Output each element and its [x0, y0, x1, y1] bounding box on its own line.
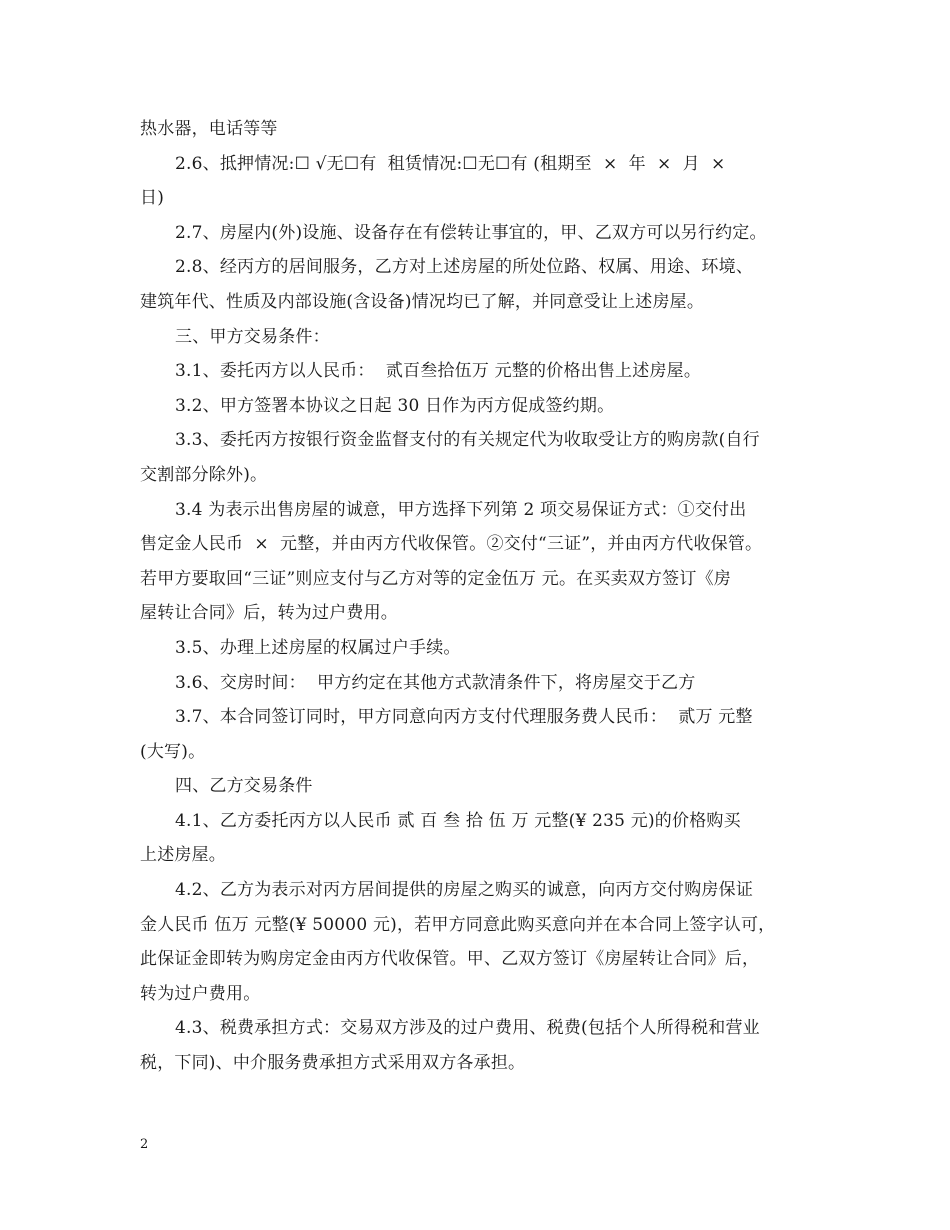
text-line: 若甲方要取回“三证”则应支付与乙方对等的定金伍万 元。在买卖双方签订《房	[140, 568, 731, 589]
section-heading: 四、乙方交易条件	[175, 776, 313, 797]
text-line: 日)	[140, 188, 165, 209]
text-line: 3.3、委托丙方按银行资金监督支付的有关规定代为收取受让方的购房款(自行	[175, 430, 760, 451]
text-line: (大写)。	[140, 741, 206, 762]
page-number: 2	[140, 1137, 149, 1152]
text-line: 2.7、房屋内(外)设施、设备存在有偿转让事宜的，甲、乙双方可以另行约定。	[175, 222, 767, 243]
text-line: 交割部分除外)。	[140, 464, 268, 485]
text-line: 热水器，电话等等	[140, 119, 278, 139]
text-line: 上述房屋。	[140, 845, 226, 866]
text-line: 4.1、乙方委托丙方以人民币 贰 百 叁 拾 伍 万 元整(¥ 235 元)的价格购买	[175, 810, 741, 831]
document-body	[140, 112, 820, 1081]
text-line: 金人民币 伍万 元整(¥ 50000 元)，若甲方同意此购买意向并在本合同上签字认可，	[140, 914, 776, 935]
text-line: 屋转让合同》后，转为过户费用。	[140, 603, 398, 624]
text-line: 4.3、税费承担方式：交易双方涉及的过户费用、税费(包括个人所得税和营业	[175, 1018, 760, 1039]
text-line: 3.1、委托丙方以人民币： 贰百叁拾伍万 元整的价格出售上述房屋。	[175, 361, 702, 382]
section-heading: 三、甲方交易条件：	[175, 326, 330, 347]
text-line: 2.8、经丙方的居间服务，乙方对上述房屋的所处位路、权属、用途、环境、	[175, 257, 754, 278]
text-line: 税，下同)、中介服务费承担方式采用双方各承担。	[140, 1053, 526, 1074]
text-line: 售定金人民币 × 元整，并由丙方代收保管。②交付“三证”，并由丙方代收保管。	[140, 534, 763, 555]
text-line: 2.6、抵押情况:☐ √无☐有 租赁情况:☐无☐有 (租期至 × 年 × 月 ×	[175, 153, 726, 174]
text-line: 3.7、本合同签订同时，甲方同意向丙方支付代理服务费人民币： 贰万 元整	[175, 707, 753, 728]
text-line: 3.5、办理上述房屋的权属过户手续。	[175, 637, 461, 658]
text-line: 3.4 为表示出售房屋的诚意，甲方选择下列第 2 项交易保证方式：①交付出	[175, 499, 747, 520]
text-line: 3.2、甲方签署本协议之日起 30 日作为丙方促成签约期。	[175, 395, 615, 416]
text-line: 4.2、乙方为表示对丙方居间提供的房屋之购买的诚意，向丙方交付购房保证	[175, 880, 754, 901]
text-line: 此保证金即转为购房定金由丙方代收保管。甲、乙双方签订《房屋转让合同》后，	[140, 949, 760, 970]
text-line: 建筑年代、性质及内部设施(含设备)情况均已了解，并同意受让上述房屋。	[140, 291, 705, 312]
text-line: 转为过户费用。	[140, 983, 261, 1004]
text-line: 3.6、交房时间： 甲方约定在其他方式款清条件下，将房屋交于乙方	[175, 672, 696, 693]
